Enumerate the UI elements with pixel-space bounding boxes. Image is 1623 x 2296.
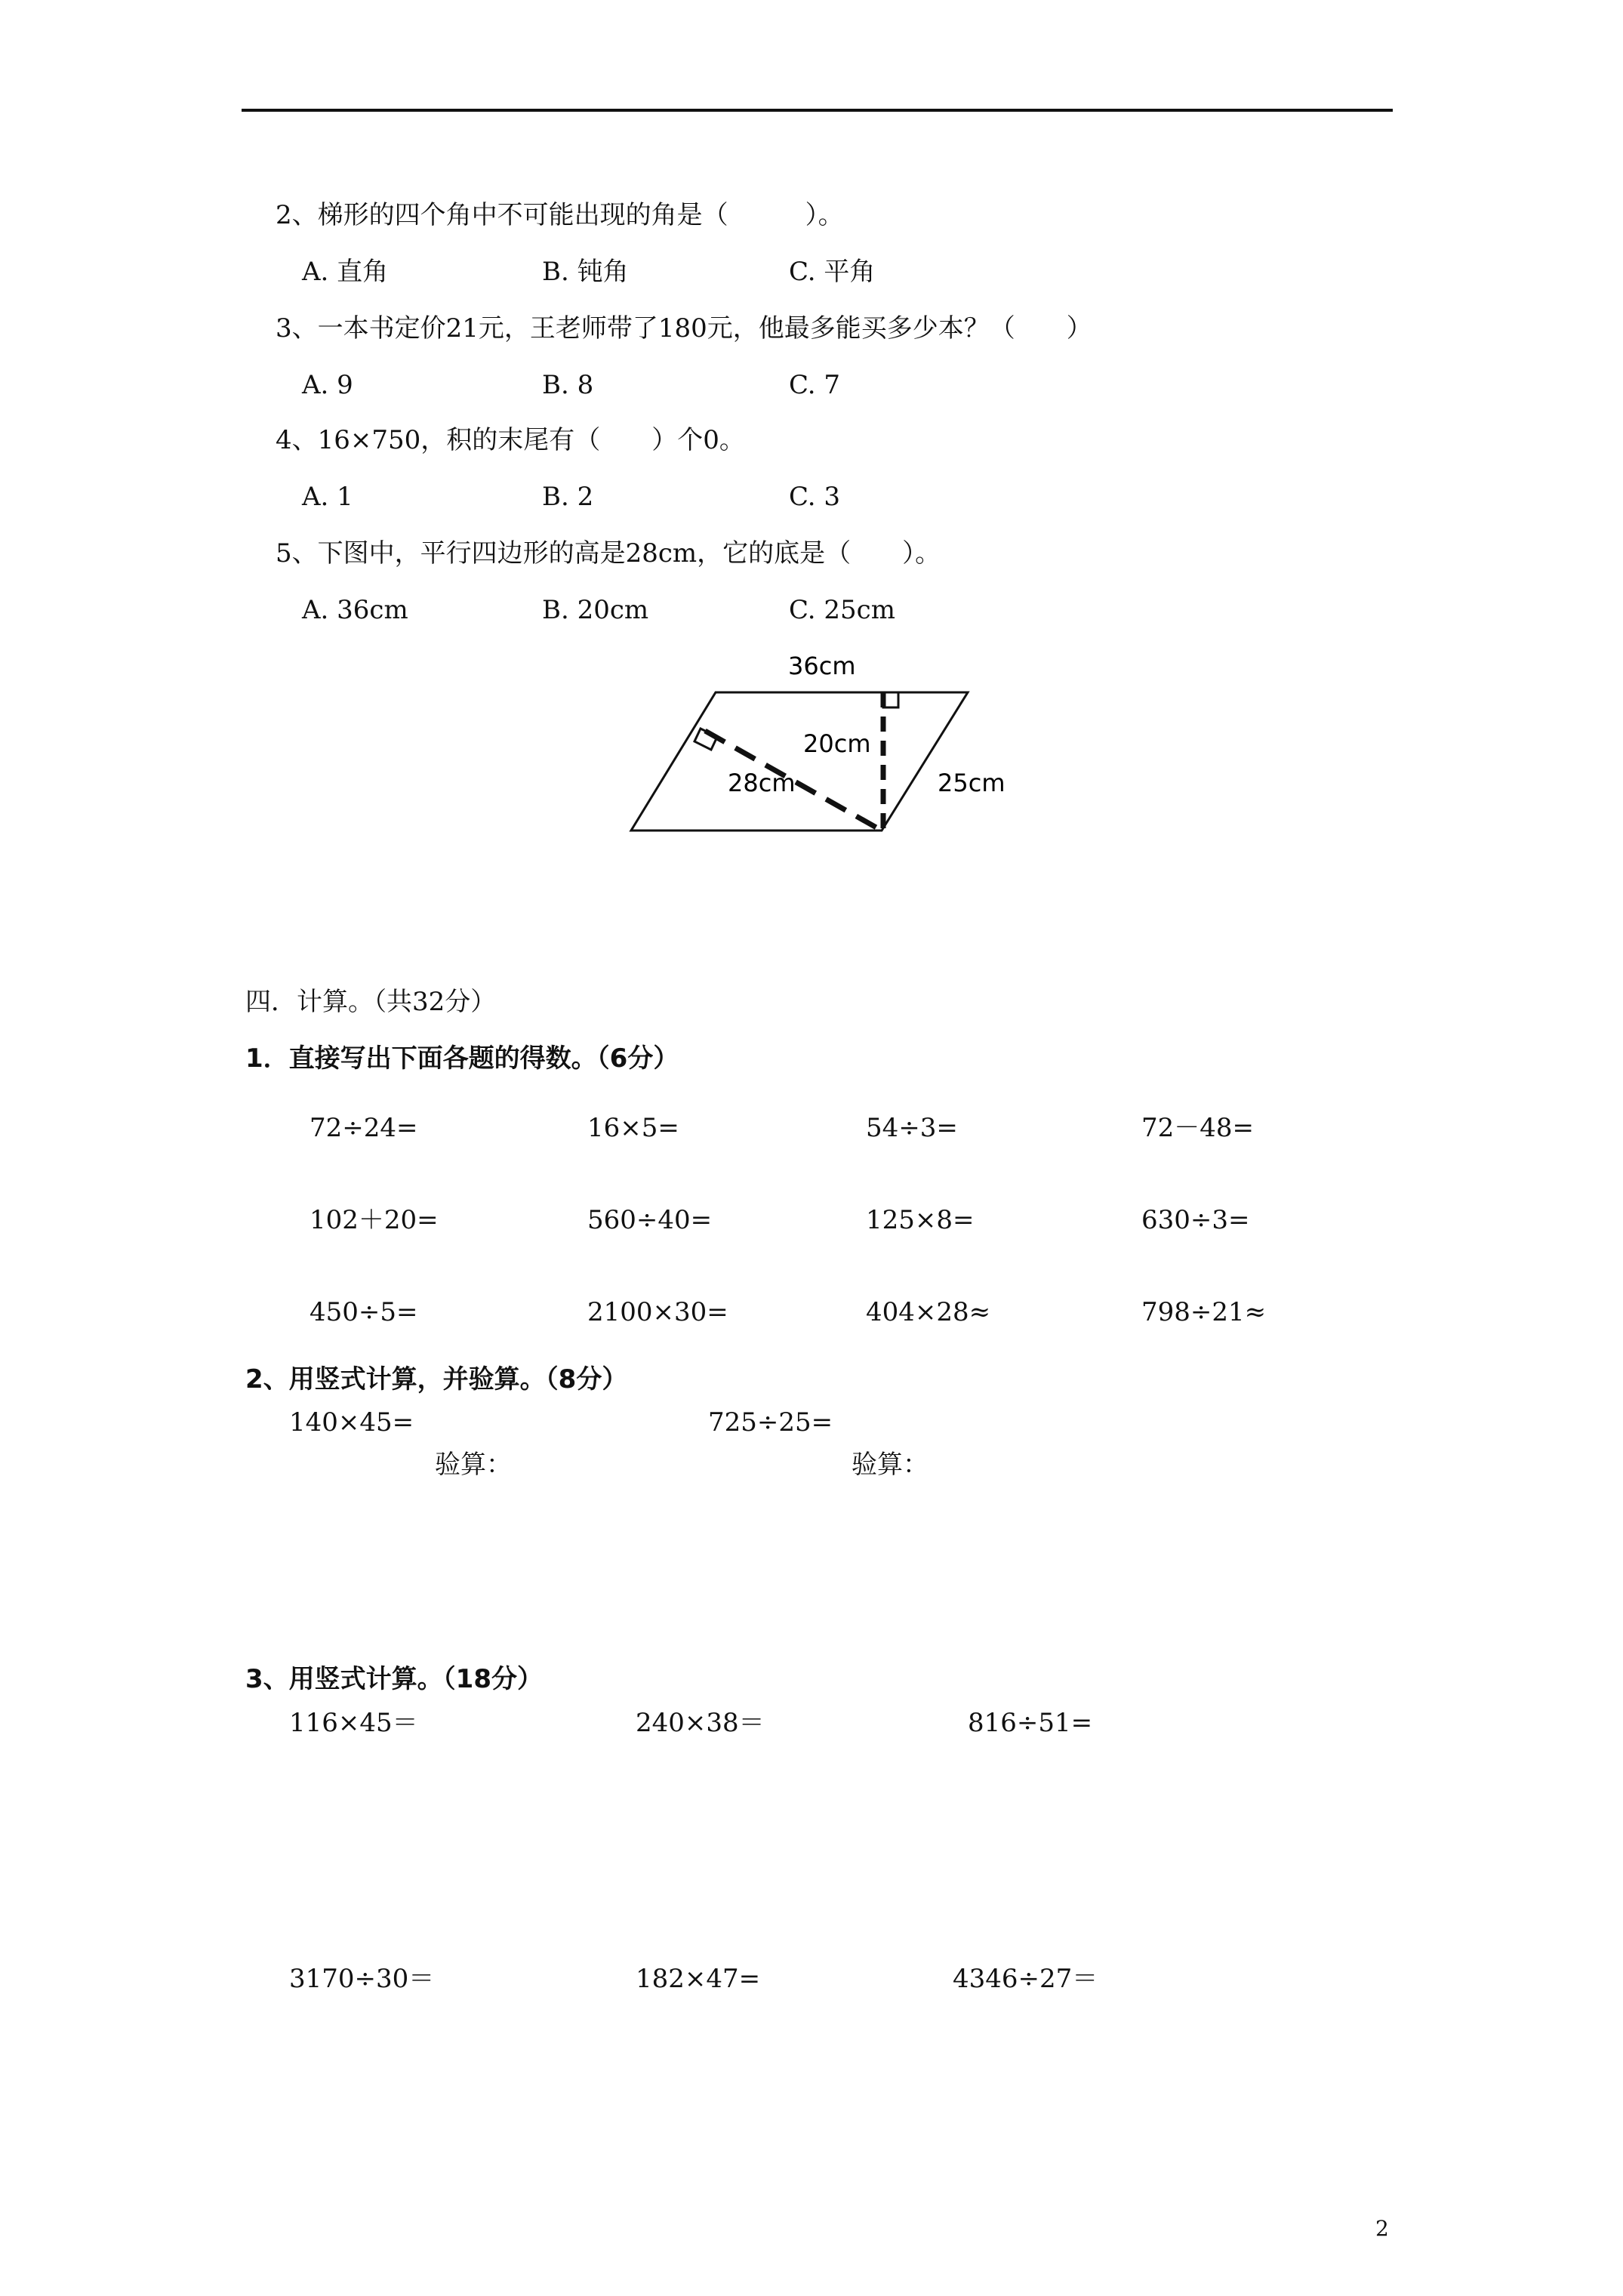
- vertical-item: 4346÷27＝: [953, 1964, 1098, 1994]
- part-2-title: 2、用竖式计算，并验算。（8分）: [245, 1364, 628, 1395]
- parallelogram-figure: [619, 646, 1012, 849]
- question-2-option-c: C. 平角: [789, 257, 876, 287]
- oral-item: 16×5=: [587, 1113, 679, 1143]
- oral-item: 450÷5=: [310, 1297, 418, 1327]
- oral-item: 798÷21≈: [1141, 1297, 1267, 1327]
- oral-item: 630÷3=: [1141, 1205, 1250, 1235]
- question-3-stem: 3、一本书定价21元，王老师带了180元，他最多能买多少本？（ ）: [276, 313, 1092, 344]
- question-4-option-c: C. 3: [789, 482, 841, 512]
- oral-item: 72－48=: [1141, 1113, 1255, 1143]
- question-3-option-c: C. 7: [789, 370, 841, 400]
- check-label: 验算：: [435, 1450, 512, 1480]
- question-5-option-a: A. 36cm: [302, 595, 408, 625]
- question-4-stem: 4、16×750，积的末尾有（ ）个0。: [276, 425, 745, 455]
- part-1-title: 1．直接写出下面各题的得数。（6分）: [245, 1043, 679, 1074]
- parallelogram-outline: [631, 692, 968, 831]
- vertical-item: 240×38＝: [636, 1708, 765, 1738]
- vertical-item: 725÷25=: [708, 1407, 833, 1438]
- oral-item: 560÷40=: [587, 1205, 713, 1235]
- question-4-option-b: B. 2: [542, 482, 594, 512]
- oral-item: 404×28≈: [866, 1297, 991, 1327]
- check-label: 验算：: [852, 1450, 929, 1480]
- oral-item: 102＋20=: [310, 1205, 439, 1235]
- label-top: 36cm: [788, 652, 856, 680]
- question-2-stem: 2、梯形的四个角中不可能出现的角是（ ）。: [276, 200, 844, 230]
- label-side: 25cm: [938, 769, 1006, 797]
- question-3-option-b: B. 8: [542, 370, 594, 400]
- question-5-option-b: B. 20cm: [542, 595, 649, 625]
- vertical-item: 3170÷30＝: [289, 1964, 435, 1994]
- oral-item: 2100×30=: [587, 1297, 728, 1327]
- oral-item: 125×8=: [866, 1205, 975, 1235]
- page-number: 2: [1375, 2216, 1389, 2241]
- vertical-item: 140×45=: [289, 1407, 414, 1438]
- question-5-stem: 5、下图中，平行四边形的高是28cm，它的底是（ ）。: [276, 538, 941, 569]
- right-angle-mark-side: [694, 729, 717, 750]
- question-3-option-a: A. 9: [302, 370, 353, 400]
- part-3-title: 3、用竖式计算。（18分）: [245, 1664, 543, 1694]
- label-vertical-height: 20cm: [803, 729, 871, 758]
- oral-item: 72÷24=: [310, 1113, 418, 1143]
- vertical-item: 116×45＝: [289, 1708, 418, 1738]
- question-2-option-b: B. 钝角: [542, 257, 629, 287]
- section-4-title: 四．计算。（共32分）: [245, 987, 497, 1017]
- vertical-item: 182×47=: [636, 1964, 761, 1994]
- question-5-option-c: C. 25cm: [789, 595, 895, 625]
- oral-item: 54÷3=: [866, 1113, 958, 1143]
- question-2-option-a: A. 直角: [302, 257, 389, 287]
- question-4-option-a: A. 1: [302, 482, 353, 512]
- vertical-item: 816÷51=: [968, 1708, 1093, 1738]
- label-slant-height: 28cm: [728, 769, 796, 797]
- header-rule: [242, 109, 1393, 112]
